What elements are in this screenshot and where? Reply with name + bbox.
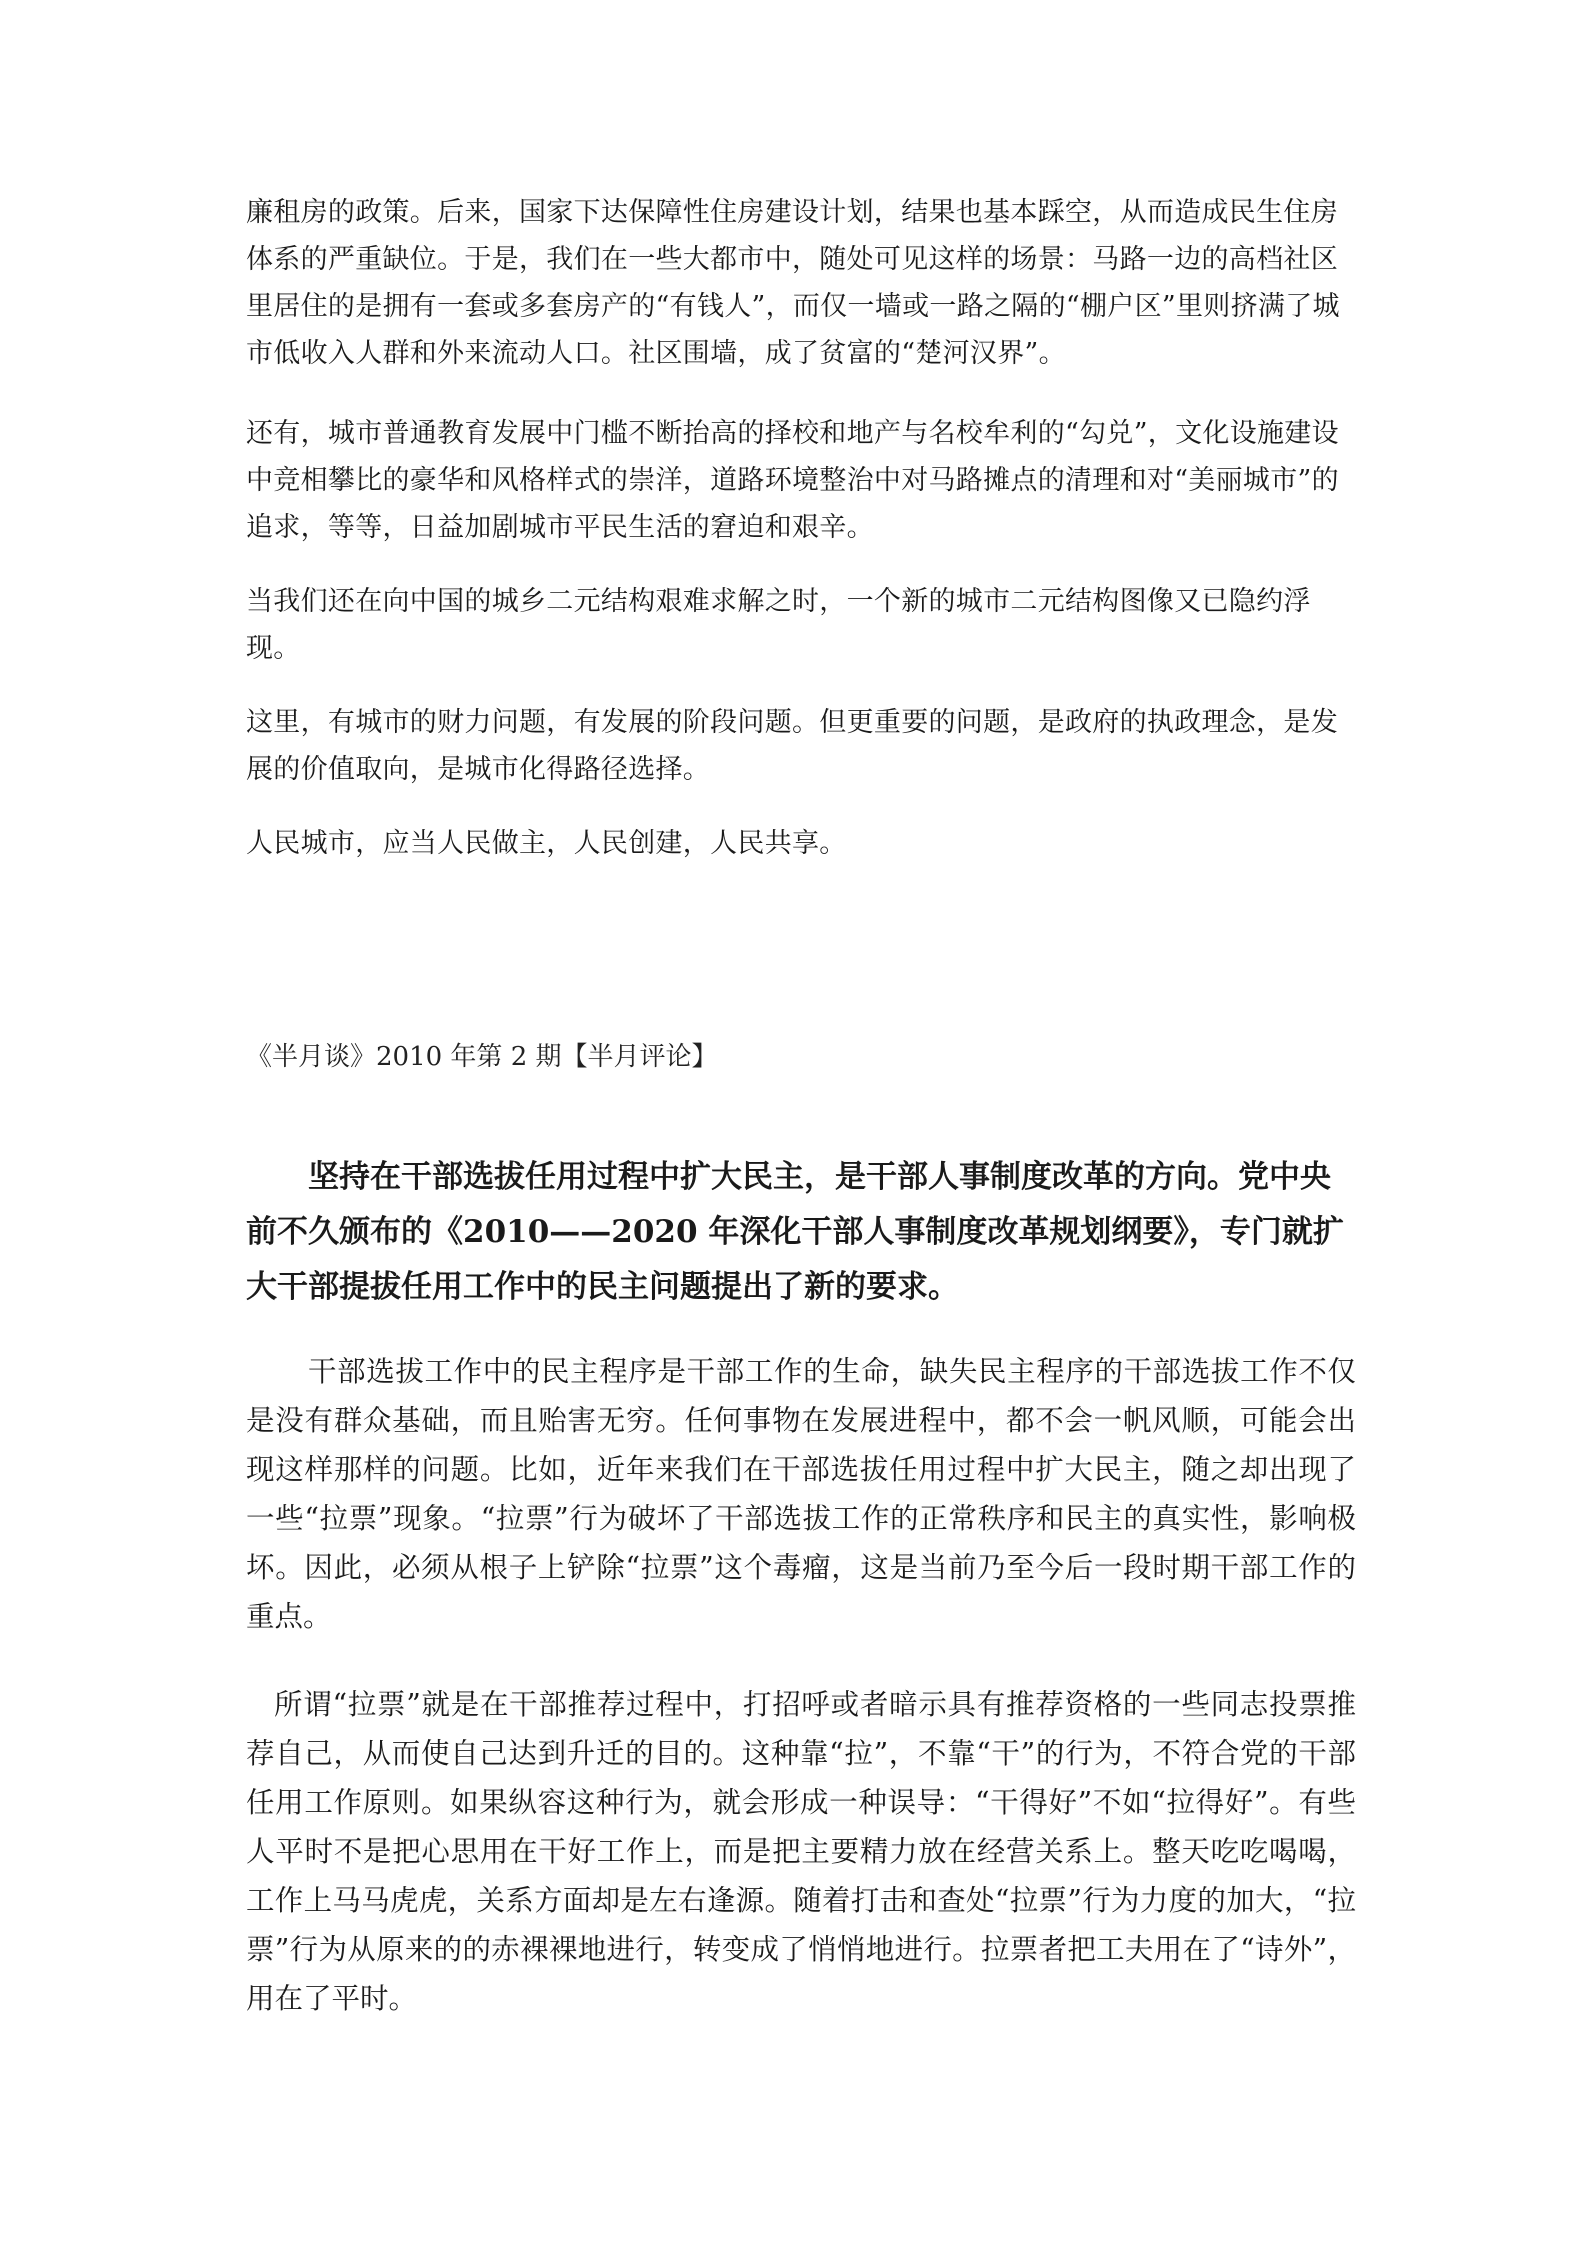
article2-lead-paragraph: 坚持在干部选拔任用过程中扩大民主，是干部人事制度改革的方向。党中央前不久颁布的《2010——2020 年深化干部人事制度改革规划纲要》，专门就扩大干部提拔任用工作中的民主问题提出了新的要求。 [246, 1159, 1344, 1305]
article1-paragraph-4: 这里，有城市的财力问题，有发展的阶段问题。但更重要的问题，是政府的执政理念，是发展的价值取向，是城市化得路径选择。 [246, 707, 1338, 785]
article2-paragraph-1: 干部选拔工作中的民主程序是干部工作的生命，缺失民主程序的干部选拔工作不仅是没有群众基础，而且贻害无穷。任何事物在发展进程中，都不会一帆风顺，可能会出现这样那样的问题。比如，近年来我们在干部选拔任用过程中扩大民主，随之却出现了一些“拉票”现象。“拉票”行为破坏了干部选拔工作的正常秩序和民主的真实性，影响极坏。因此，必须从根子上铲除“拉票”这个毒瘤，这是当前乃至今后一段时期干部工作的重点。 [246, 1355, 1356, 1633]
article1-paragraph-2: 还有，城市普通教育发展中门槛不断抬高的择校和地产与名校牟利的“勾兑”，文化设施建设中竞相攀比的豪华和风格样式的崇洋，道路环境整治中对马路摊点的清理和对“美丽城市”的追求，等等，日益加剧城市平民生活的窘迫和艰辛。 [246, 418, 1339, 543]
article1-paragraph-1: 廉租房的政策。后来，国家下达保障性住房建设计划，结果也基本踩空，从而造成民生住房体系的严重缺位。于是，我们在一些大都市中，随处可见这样的场景：马路一边的高档社区里居住的是拥有一套或多套房产的“有钱人”，而仅一墙或一路之隔的“棚户区”里则挤满了城市低收入人群和外来流动人口。社区围墙，成了贫富的“楚河汉界”。 [246, 197, 1340, 369]
article2-paragraph-2: 所谓“拉票”就是在干部推荐过程中，打招呼或者暗示具有推荐资格的一些同志投票推荐自己，从而使自己达到升迁的目的。这种靠“拉”，不靠“干”的行为，不符合党的干部任用工作原则。如果纵容这种行为，就会形成一种误导：“干得好”不如“拉得好”。有些人平时不是把心思用在干好工作上，而是把主要精力放在经营关系上。整天吃吃喝喝，工作上马马虎虎，关系方面却是左右逢源。随着打击和查处“拉票”行为力度的加大，“拉票”行为从原来的的赤裸裸地进行，转变成了悄悄地进行。拉票者把工夫用在了“诗外”，用在了平时。 [246, 1688, 1356, 2015]
article2-source-line: 《半月谈》2010 年第 2 期【半月评论】 [246, 1042, 718, 1072]
article1-paragraph-3: 当我们还在向中国的城乡二元结构艰难求解之时，一个新的城市二元结构图像又已隐约浮现。 [246, 586, 1311, 664]
article1-paragraph-5: 人民城市，应当人民做主，人民创建，人民共享。 [246, 828, 847, 859]
